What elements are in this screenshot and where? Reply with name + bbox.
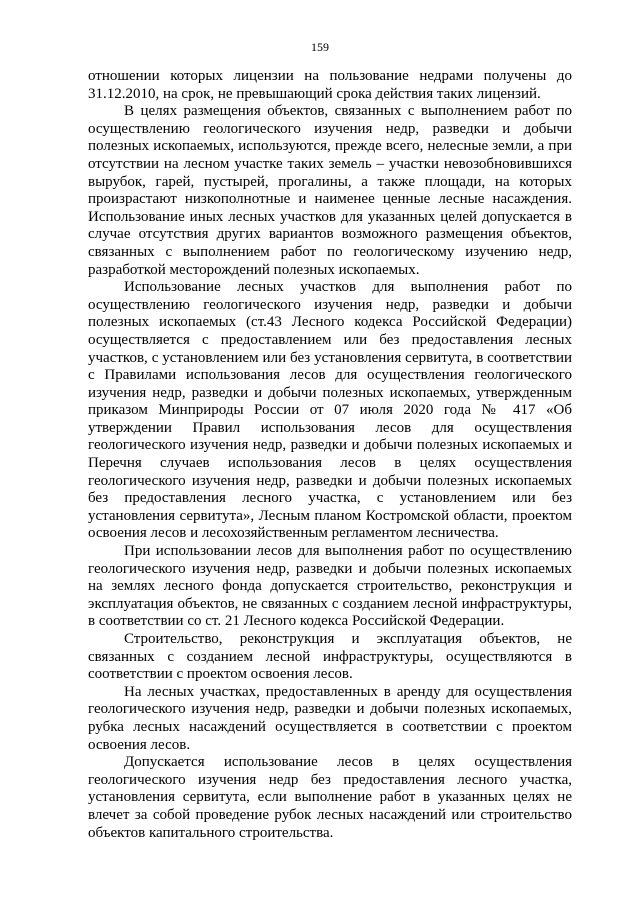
page-number: 159	[311, 40, 329, 54]
paragraph-construction-project: Строительство, реконструкция и эксплуатация объектов, не связанных с созданием лесной инфраструктуры, осуществляются в соответствии с проектом освоения лесов.	[88, 631, 572, 683]
paragraph-without-plot: Допускается использование лесов в целях осуществления геологического изучения недр без предоставления лесного участка, установления сервитута, если выполнение работ в указанных целях не влечет за собой проведение рубок лесных насаждений или строительство объектов капитального строительства.	[88, 754, 572, 841]
paragraph-land-use-rules: Использование лесных участков для выполнения работ по осуществлению геологического изучения недр, разведки и добычи полезных ископаемых (ст.43 Лесного кодекса Российской Федерации) осуществляется с предоставлением или без предоставления лесных участков, с установлением или без установления сервитута, в соответствии с Правилами использования лесов для осуществления геологического изучения недр, разведки и добычи полезных ископаемых, утвержденным приказом Минприроды России от 07 июля 2020 года № 417 «Об утверждении Правил использования лесов для осуществления геологического изучения недр, разведки и добычи полезных ископаемых и Перечня случаев использования лесов в целях осуществления геологического изучения недр, разведки и добычи полезных ископаемых без предоставления лесного участка, с установлением или без установления сервитута», Лесным планом Костромской области, проектом освоения лесов и лесохозяйственным регламентом лесничества.	[88, 279, 572, 542]
document-body	[88, 68, 572, 842]
paragraph-objects-placement: В целях размещения объектов, связанных с выполнением работ по осуществлению геологического изучения недр, разведки и добычи полезных ископаемых, используются, прежде всего, нелесные земли, а при отсутствии на лесном участке таких земель – участки невозобновившихся вырубок, гарей, пустырей, прогалины, а также площади, на которых произрастают низкополнотные и наименее ценные лесные насаждения. Использование иных лесных участков для указанных целей допускается в случае отсутствия других вариантов возможного размещения объектов, связанных с выполнением работ по геологическому изучению недр, разработкой месторождений полезных ископаемых.	[88, 103, 572, 278]
paragraph-leased-plots: На лесных участках, предоставленных в аренду для осуществления геологического изучения недр, разведки и добычи полезных ископаемых, рубка лесных насаждений осуществляется в соответствии с проектом освоения лесов.	[88, 683, 572, 753]
paragraph-continuation: отношении которых лицензии на пользование недрами получены до 31.12.2010, на срок, не превышающий срока действия таких лицензий.	[88, 68, 572, 102]
paragraph-construction-allowed: При использовании лесов для выполнения работ по осуществлению геологического изучения недр, разведки и добычи полезных ископаемых на землях лесного фонда допускается строительство, реконструкция и эксплуатация объектов, не связанных с созданием лесной инфраструктуры, в соответствии со ст. 21 Лесного кодекса Российской Федерации.	[88, 543, 572, 630]
